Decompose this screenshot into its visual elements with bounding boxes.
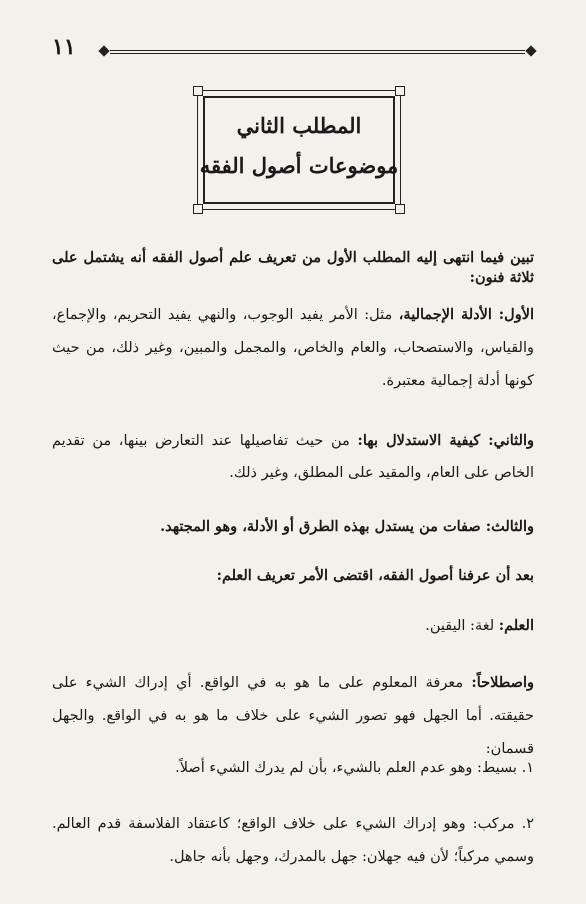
section-title: المطلب الثاني bbox=[236, 113, 362, 138]
frame-corner bbox=[193, 86, 203, 96]
header-rule bbox=[100, 50, 535, 54]
page-number: ١١ bbox=[52, 34, 76, 60]
second-topic-paragraph bbox=[52, 425, 534, 489]
rule-end-diamond bbox=[525, 45, 536, 56]
header-rule-line bbox=[110, 53, 525, 54]
frame-corner bbox=[395, 204, 405, 214]
simple-ignorance-item: ١. بسيط: وهو عدم العلم بالشيء، بأن لم يدرك الشيء أصلاً. bbox=[175, 760, 534, 776]
knowledge-language-line bbox=[52, 616, 534, 636]
term-label: واصطلاحاً: bbox=[471, 674, 534, 691]
first-topic-text: مثل: الأمر يفيد الوجوب، والنهي يفيد التحريم، والإجماع، والقياس، والاستصحاب، والعام والخاص، والمجمل والمبين، وغير ذلك، من حيث كونها أدلة إجمالية معتبرة. bbox=[52, 307, 534, 389]
title-frame bbox=[197, 90, 401, 210]
section-subtitle: موضوعات أصول الفقه bbox=[199, 153, 399, 178]
knowledge-language-text: لغة: اليقين. bbox=[425, 618, 499, 634]
intro-paragraph: تبين فيما انتهى إليه المطلب الأول من تعريف علم أصول الفقه أنه يشتمل على ثلاثة فنون: bbox=[52, 249, 534, 286]
second-topic-label: والثاني: كيفية الاستدلال بها: bbox=[357, 432, 534, 449]
term-text: معرفة المعلوم على ما هو به في الواقع. أي إدراك الشيء على حقيقته. أما الجهل فهو تصور الشيء على خلاف ما هو به في الواقع. والجهل قسمان: bbox=[52, 675, 534, 757]
knowledge-label: العلم: bbox=[498, 617, 534, 634]
rule-end-diamond bbox=[98, 45, 109, 56]
first-topic-label: الأول: الأدلة الإجمالية، bbox=[398, 306, 534, 323]
header-rule-line bbox=[110, 50, 525, 51]
knowledge-term-paragraph bbox=[52, 666, 534, 766]
frame-corner bbox=[193, 204, 203, 214]
transition-paragraph: بعد أن عرفنا أصول الفقه، اقتضى الأمر تعريف العلم: bbox=[216, 567, 534, 584]
frame-corner bbox=[395, 86, 405, 96]
third-topic-paragraph: والثالث: صفات من يستدل بهذه الطرق أو الأدلة، وهو المجتهد. bbox=[160, 518, 534, 535]
compound-ignorance-item: ٢. مركب: وهو إدراك الشيء على خلاف الواقع؛ كاعتقاد الفلاسفة قدم العالم. وسمي مركباً؛ لأن فيه جهلان: جهل بالمدرك، وجهل بأنه جاهل. bbox=[52, 816, 534, 865]
first-topic-paragraph bbox=[52, 298, 534, 398]
second-topic-text: من حيث تفاصيلها عند التعارض بينها، من تقديم الخاص على العام، والمقيد على المطلق، وغير ذلك. bbox=[52, 433, 534, 481]
